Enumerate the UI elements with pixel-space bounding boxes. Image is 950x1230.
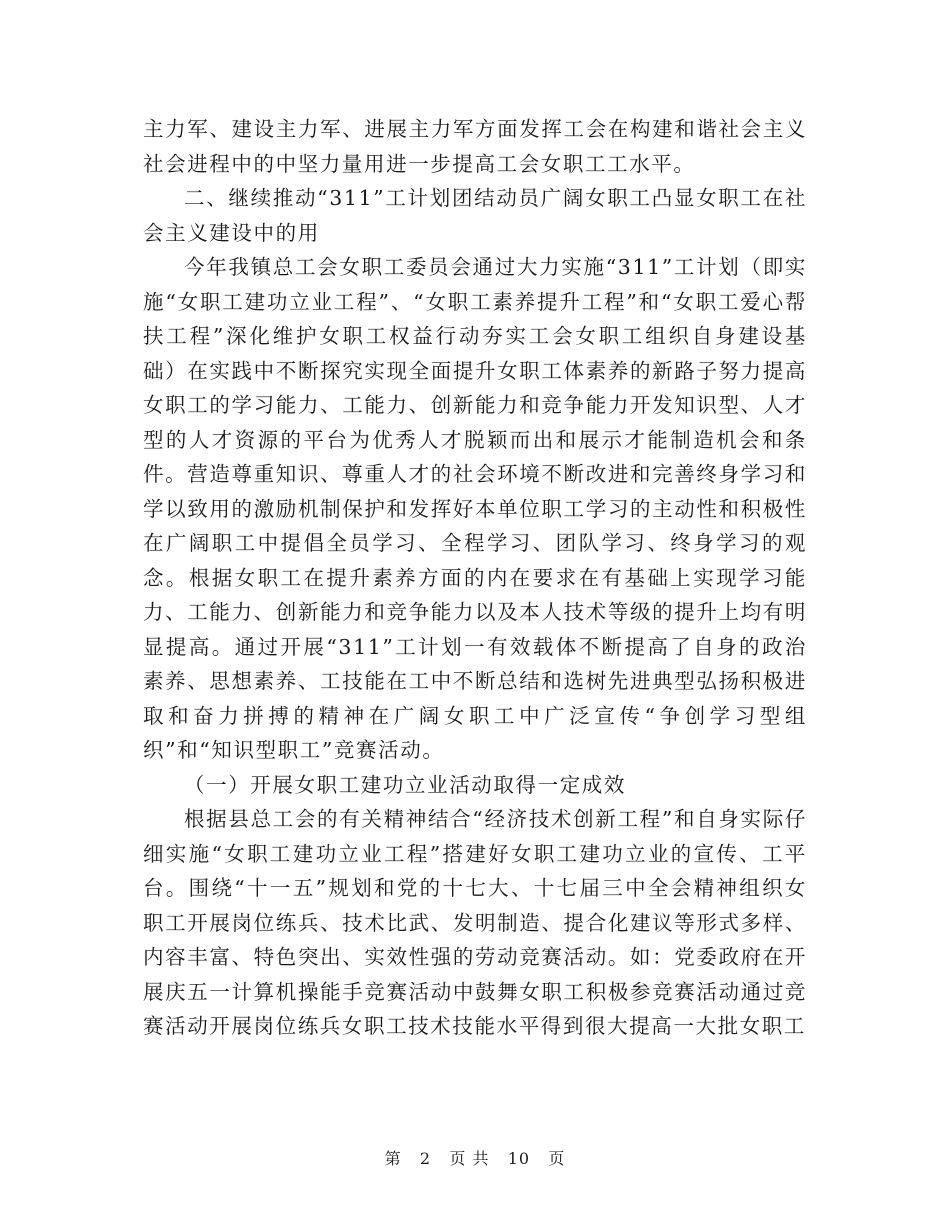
- footer-suffix: 页: [548, 1149, 566, 1168]
- paragraph-5: 根据县总工会的有关精神结合“经济技术创新工程”和自身实际仔细实施“女职工建功立业工程”搭建好女职工建功立业的宣传、工平台。围绕“十一五”规划和党的十七大、十七届三中全会精神组织女职工开展岗位练兵、技术比武、发明制造、提合化建议等形式多样、内容丰富、特色突出、实效性强的劳动竞赛活动。如：党委政府在开展庆五一计算机操能手竞赛活动中鼓舞女职工积极参竞赛活动通过竞赛活动开展岗位练兵女职工技术技能水平得到很大提高一大批女职工: [143, 807, 807, 1038]
- subsection-heading-1: （一）开展女职工建功立业活动取得一定成效: [184, 772, 626, 797]
- page-footer: [0, 1146, 950, 1169]
- footer-total-pages: 10: [507, 1149, 531, 1168]
- footer-middle: 页 共: [449, 1149, 490, 1168]
- footer-current-page: 2: [419, 1149, 432, 1168]
- paragraph-1: 主力军、建设主力军、进展主力军方面发挥工会在构建和谐社会主义社会进程中的中坚力量用进一步提高工会女职工工水平。: [143, 117, 807, 176]
- footer-prefix: 第: [384, 1149, 402, 1168]
- section-heading-2: 二、继续推动“311”工计划团结动员广阔女职工凸显女职工在社会主义建设中的用: [143, 186, 807, 245]
- paragraph-3: 今年我镇总工会女职工委员会通过大力实施“311”工计划（即实施“女职工建功立业工程”、“女职工素养提升工程”和“女职工爱心帮扶工程”深化维护女职工权益行动夯实工会女职工组织自身建设基础）在实践中不断探究实现全面提升女职工体素养的新路子努力提高女职工的学习能力、工能力、创新能力和竞争能力开发知识型、人才型的人才资源的平台为优秀人才脱颖而出和展示才能制造机会和条件。营造尊重知识、尊重人才的社会环境不断改进和完善终身学习和学以致用的激励机制保护和发挥好本单位职工学习的主动性和积极性在广阔职工中提倡全员学习、全程学习、团队学习、终身学习的观念。根据女职工在提升素养方面的内在要求在有基础上实现学习能力、工能力、创新能力和竞争能力以及本人技术等级的提升上均有明显提高。通过开展“311”工计划一有效载体不断提高了自身的政治素养、思想素养、工技能在工中不断总结和选树先进典型弘扬积极进取和奋力拼搏的精神在广阔女职工中广泛宣传“争创学习型组织”和“知识型职工”竞赛活动。: [143, 255, 807, 762]
- document-body: [143, 112, 807, 1044]
